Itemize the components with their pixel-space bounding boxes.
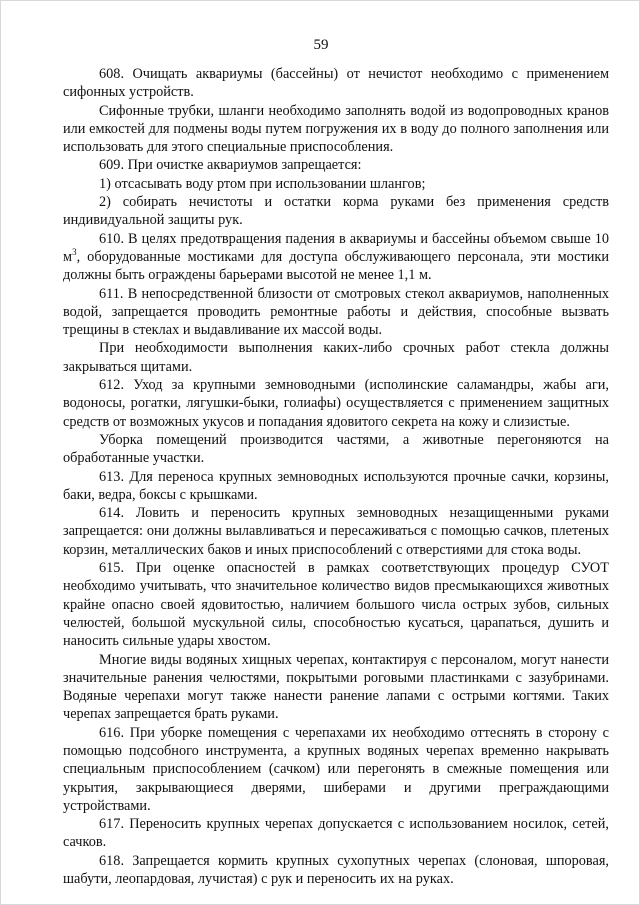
paragraph-616: 616. При уборке помещения с черепахами их необходимо оттеснять в сторону с помощью подсобного инструмента, а крупных водяных черепах временно накрывать специальным приспособлением (сачком) или перегонять в смежные помещения или укрытия, закрывающиеся дверями, шиберами и другими преграждающими устройствами. [63,724,609,814]
paragraph-617: 617. Переносить крупных черепах допускается с использованием носилок, сетей, сачков. [63,816,609,851]
paragraph-610-text-start: 610. В целях предотвращения падения в аквариумы и бассейны объемом свыше 10 м [63,230,609,265]
paragraph-611-shields: При необходимости выполнения каких-либо срочных работ стекла должны закрываться щитами. [63,340,609,375]
paragraph-613: 613. Для переноса крупных земноводных используются прочные сачки, корзины, баки, ведра, боксы с крышками. [63,468,609,503]
paragraph-siphon-tubes: Сифонные трубки, шланги необходимо заполнять водой из водопроводных кранов или емкостей для подмены воды путем погружения их в воду до полного заполнения или использовать для этого специальные приспособления. [63,102,609,156]
paragraph-609-item-1: 1) отсасывать воду ртом при использовании шлангов; [99,175,426,192]
paragraph-612-cleaning: Уборка помещений производится частями, а животные перегоняются на обработанные участки. [63,431,609,467]
paragraph-615-turtles: Многие виды водяных хищных черепах, контактируя с персоналом, могут нанести значительные ранения челюстями, покрытыми роговыми пластинками с зазубринами. Водяные черепахи могут также нанести ранение лапами с острыми когтями. Таких черепах запрещается брать руками. [63,651,609,723]
document-body [63,65,609,888]
paragraph-610-text-end: , оборудованные мостиками для доступа обслуживающего персонала, эти мостики должны быть ограждены барьерами высотой не менее 1,1 м. [63,248,609,284]
paragraph-609: 609. При очистке аквариумов запрещается: [99,157,362,174]
paragraph-612: 612. Уход за крупными земноводными (исполинские саламандры, жабы аги, водоносы, рогатки, лягушки-быки, голиафы) осуществляется с применением защитных средств от возможных укусов и попадания ядовитого секрета на кожу и слизистые. [63,377,609,430]
paragraph-611: 611. В непосредственной близости от смотровых стекол аквариумов, наполненных водой, запрещается проводить ремонтные работы и действия, способные вызвать трещины в стеклах и выдавливание их массой воды. [63,285,609,339]
page-number: 59 [313,37,329,53]
paragraph-608: 608. Очищать аквариумы (бассейны) от нечистот необходимо с применением сифонных устройств. [63,66,609,101]
paragraph-618: 618. Запрещается кормить крупных сухопутных черепах (слоновая, шпоровая, шабути, леопардовая, лучистая) с рук и переносить их на руках. [63,852,609,888]
paragraph-615: 615. При оценке опасностей в рамках соответствующих процедур СУОТ необходимо учитывать, что значительное количество видов пресмыкающихся животных крайне опасно своей ядовитостью, наличием большого числа острых зубов, сильных челюстей, большой мускульной силы, способностью кусаться, царапаться, душить и наносить сильные удары хвостом. [63,560,609,650]
paragraph-610 [63,230,609,285]
paragraph-609-item-2: 2) собирать нечистоты и остатки корма руками без применения средств индивидуальной защиты рук. [63,194,609,229]
paragraph-614: 614. Ловить и переносить крупных земноводных незащищенными руками запрещается: они должны вылавливаться и пересаживаться с помощью сачков, плетеных корзин, металлических баков и иных приспособлений с отверстиями для стока воды. [63,505,609,558]
cubic-superscript: 3 [72,247,77,258]
